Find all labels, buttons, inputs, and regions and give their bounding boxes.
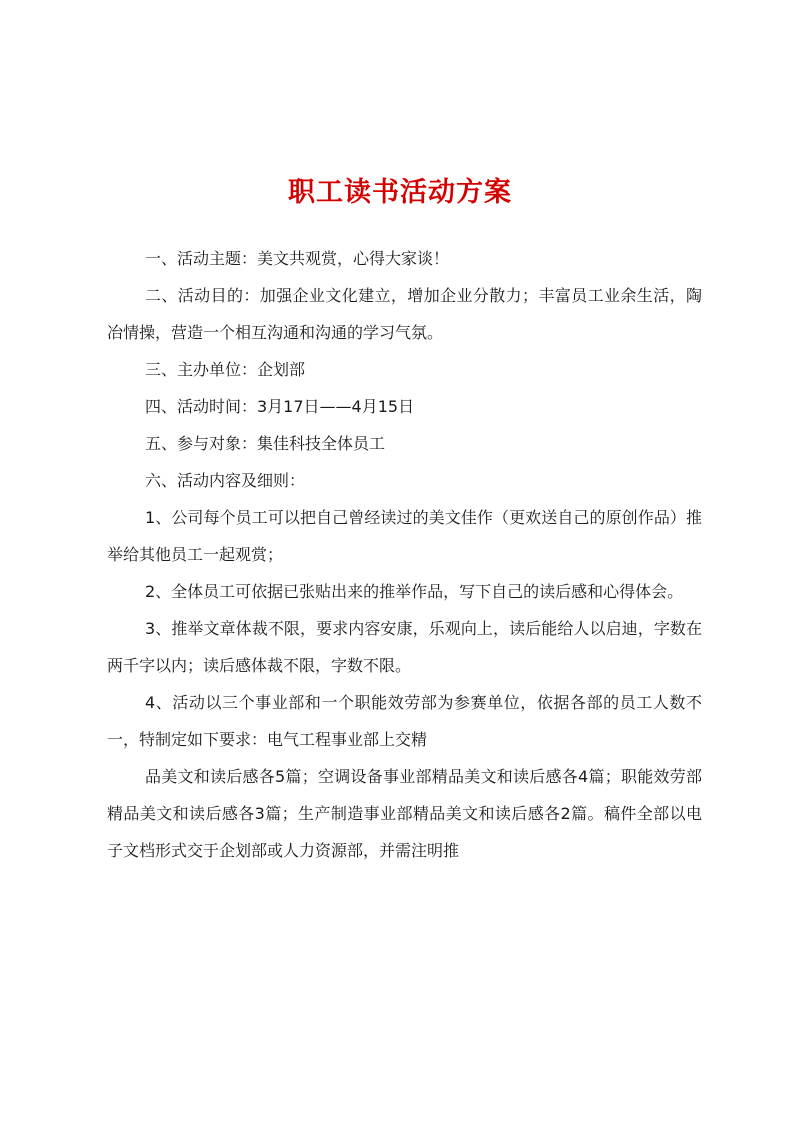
paragraph-purpose: 二、活动目的：加强企业文化建立，增加企业分散力；丰富员工业余生活，陶冶情操，营造一个相互沟通和沟通的学习气氛。 <box>107 286 702 342</box>
paragraph-rule-4: 4、活动以三个事业部和一个职能效劳部为参赛单位，依据各部的员工人数不一，特制定如下要求：电气工程事业部上交精 <box>107 693 702 749</box>
paragraph-organizer: 三、主办单位：企划部 <box>145 360 306 379</box>
document-title: 职工读书活动方案 <box>288 177 512 208</box>
paragraph-rule-4-continued: 品美文和读后感各5篇；空调设备事业部精品美文和读后感各4篇；职能效劳部精品美文和读后感各3篇；生产制造事业部精品美文和读后感各2篇。稿件全部以电子文档形式交于企划部或人力资源部，并需注明推 <box>107 767 702 860</box>
paragraph-rule-2: 2、全体员工可依据已张贴出来的推举作品，写下自己的读后感和心得体会。 <box>145 582 684 601</box>
paragraph-rule-3: 3、推举文章体裁不限，要求内容安康，乐观向上，读后能给人以启迪，字数在两千字以内；读后感体裁不限，字数不限。 <box>107 619 702 675</box>
paragraph-theme: 一、活动主题：美文共观赏，心得大家谈！ <box>145 249 450 268</box>
paragraph-rule-1: 1、公司每个员工可以把自己曾经读过的美文佳作（更欢送自己的原创作品）推举给其他员工一起观赏； <box>107 508 702 564</box>
paragraph-participants: 五、参与对象：集佳科技全体员工 <box>145 434 386 453</box>
paragraph-time: 四、活动时间：3月17日——4月15日 <box>145 397 415 416</box>
document-body <box>107 240 702 869</box>
paragraph-content-heading: 六、活动内容及细则： <box>145 471 306 490</box>
